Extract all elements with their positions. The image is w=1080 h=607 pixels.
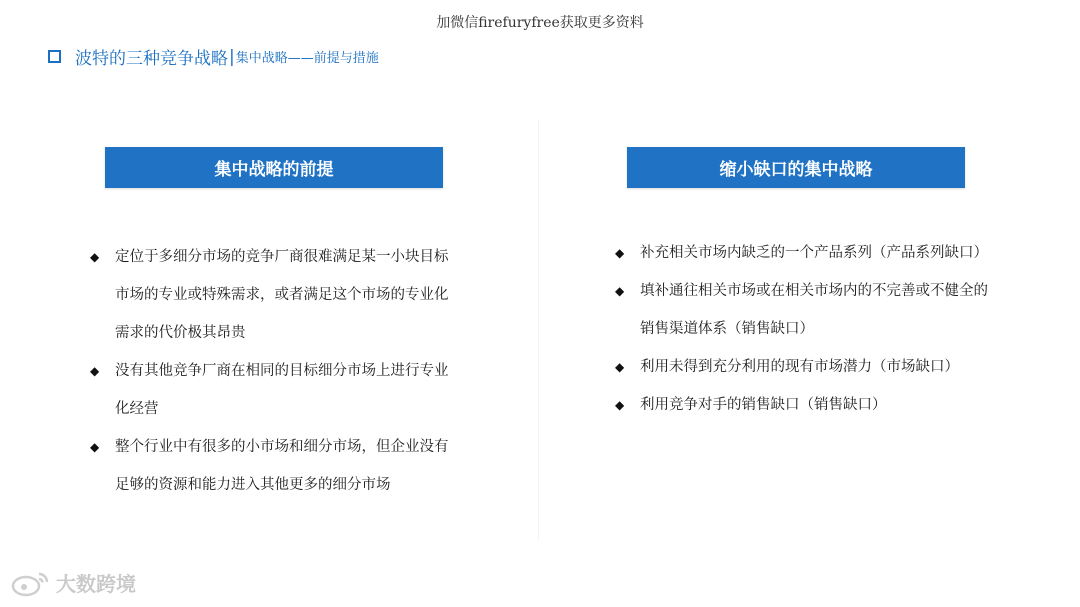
list-item <box>90 238 460 352</box>
list-item-text: 利用未得到充分利用的现有市场潜力（市场缺口） <box>640 359 959 375</box>
list-item <box>615 386 995 424</box>
diamond-bullet-icon: ◆ <box>90 364 100 378</box>
diamond-bullet-icon: ◆ <box>615 360 625 374</box>
list-item <box>615 348 995 386</box>
slide-subtitle: 集中战略——前提与措施 <box>235 51 379 66</box>
list-item-text: 定位于多细分市场的竞争厂商很难满足某一小块目标市场的专业或特殊需求，或者满足这个市场的专业化需求的代价极其昂贵 <box>115 249 449 341</box>
top-note: 加微信firefuryfree获取更多资料 <box>436 15 644 31</box>
slide-header <box>48 44 379 69</box>
watermark-text: 大数跨境 <box>56 572 136 596</box>
diamond-bullet-icon: ◆ <box>90 250 100 264</box>
diamond-bullet-icon: ◆ <box>615 284 625 298</box>
diamond-bullet-icon: ◆ <box>615 246 625 260</box>
diamond-bullet-icon: ◆ <box>615 398 625 412</box>
list-item-text: 填补通往相关市场或在相关市场内的不完善或不健全的销售渠道体系（销售缺口） <box>640 283 988 337</box>
list-item <box>90 428 460 504</box>
list-item-text: 整个行业中有很多的小市场和细分市场，但企业没有足够的资源和能力进入其他更多的细分市场 <box>115 439 449 493</box>
diamond-bullet-icon: ◆ <box>90 440 100 454</box>
title-separator: | <box>229 46 235 67</box>
left-section-banner: 集中战略的前提 <box>105 147 443 188</box>
list-item-text: 利用竞争对手的销售缺口（销售缺口） <box>640 397 887 413</box>
list-item <box>615 234 995 272</box>
watermark <box>10 568 136 597</box>
square-bullet-icon <box>48 50 61 63</box>
slide-title: 波特的三种竞争战略 <box>75 49 228 69</box>
list-item-text: 没有其他竞争厂商在相同的目标细分市场上进行专业化经营 <box>115 363 449 417</box>
left-bullet-list <box>90 238 460 504</box>
column-divider <box>538 120 539 540</box>
right-section-banner: 缩小缺口的集中战略 <box>627 147 965 188</box>
list-item-text: 补充相关市场内缺乏的一个产品系列（产品系列缺口） <box>640 245 988 261</box>
list-item <box>615 272 995 348</box>
right-bullet-list <box>615 234 995 424</box>
weibo-logo-icon <box>10 569 52 597</box>
list-item <box>90 352 460 428</box>
